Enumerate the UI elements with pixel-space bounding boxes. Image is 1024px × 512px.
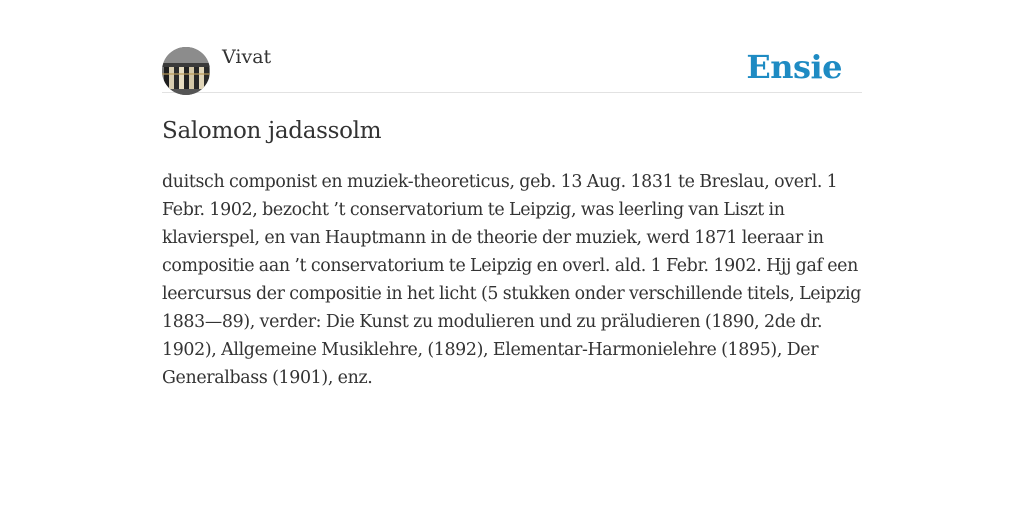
page-container bbox=[162, 0, 862, 392]
source-avatar[interactable] bbox=[162, 47, 210, 95]
article-title: Salomon jadassolm bbox=[162, 118, 382, 144]
book-spines-icon bbox=[162, 47, 210, 95]
brand-logo[interactable]: Ensie bbox=[746, 48, 842, 86]
source-name-link[interactable]: Vivat bbox=[222, 46, 272, 68]
header bbox=[162, 0, 862, 93]
article-body: duitsch componist en muziek-theoreticus, geb. 13 Aug. 1831 te Breslau, overl. 1 Febr. 1902, bezocht ’t conservatorium te Leipzig, was leerling van Liszt in klavierspel, en van Hauptmann in de theorie der muziek, werd 1871 leeraar in compositie aan ’t conservatorium te Leipzig en overl. ald. 1 Febr. 1902. Hjj gaf een leercursus der compositie in het licht (5 stukken onder verschillende titels, Leipzig 1883—89), verder: Die Kunst zu modulieren und zu präludieren (1890, 2de dr. 1902), Allgemeine Musiklehre, (1892), Elementar-Harmonielehre (1895), Der Generalbass (1901), enz. bbox=[162, 172, 862, 388]
